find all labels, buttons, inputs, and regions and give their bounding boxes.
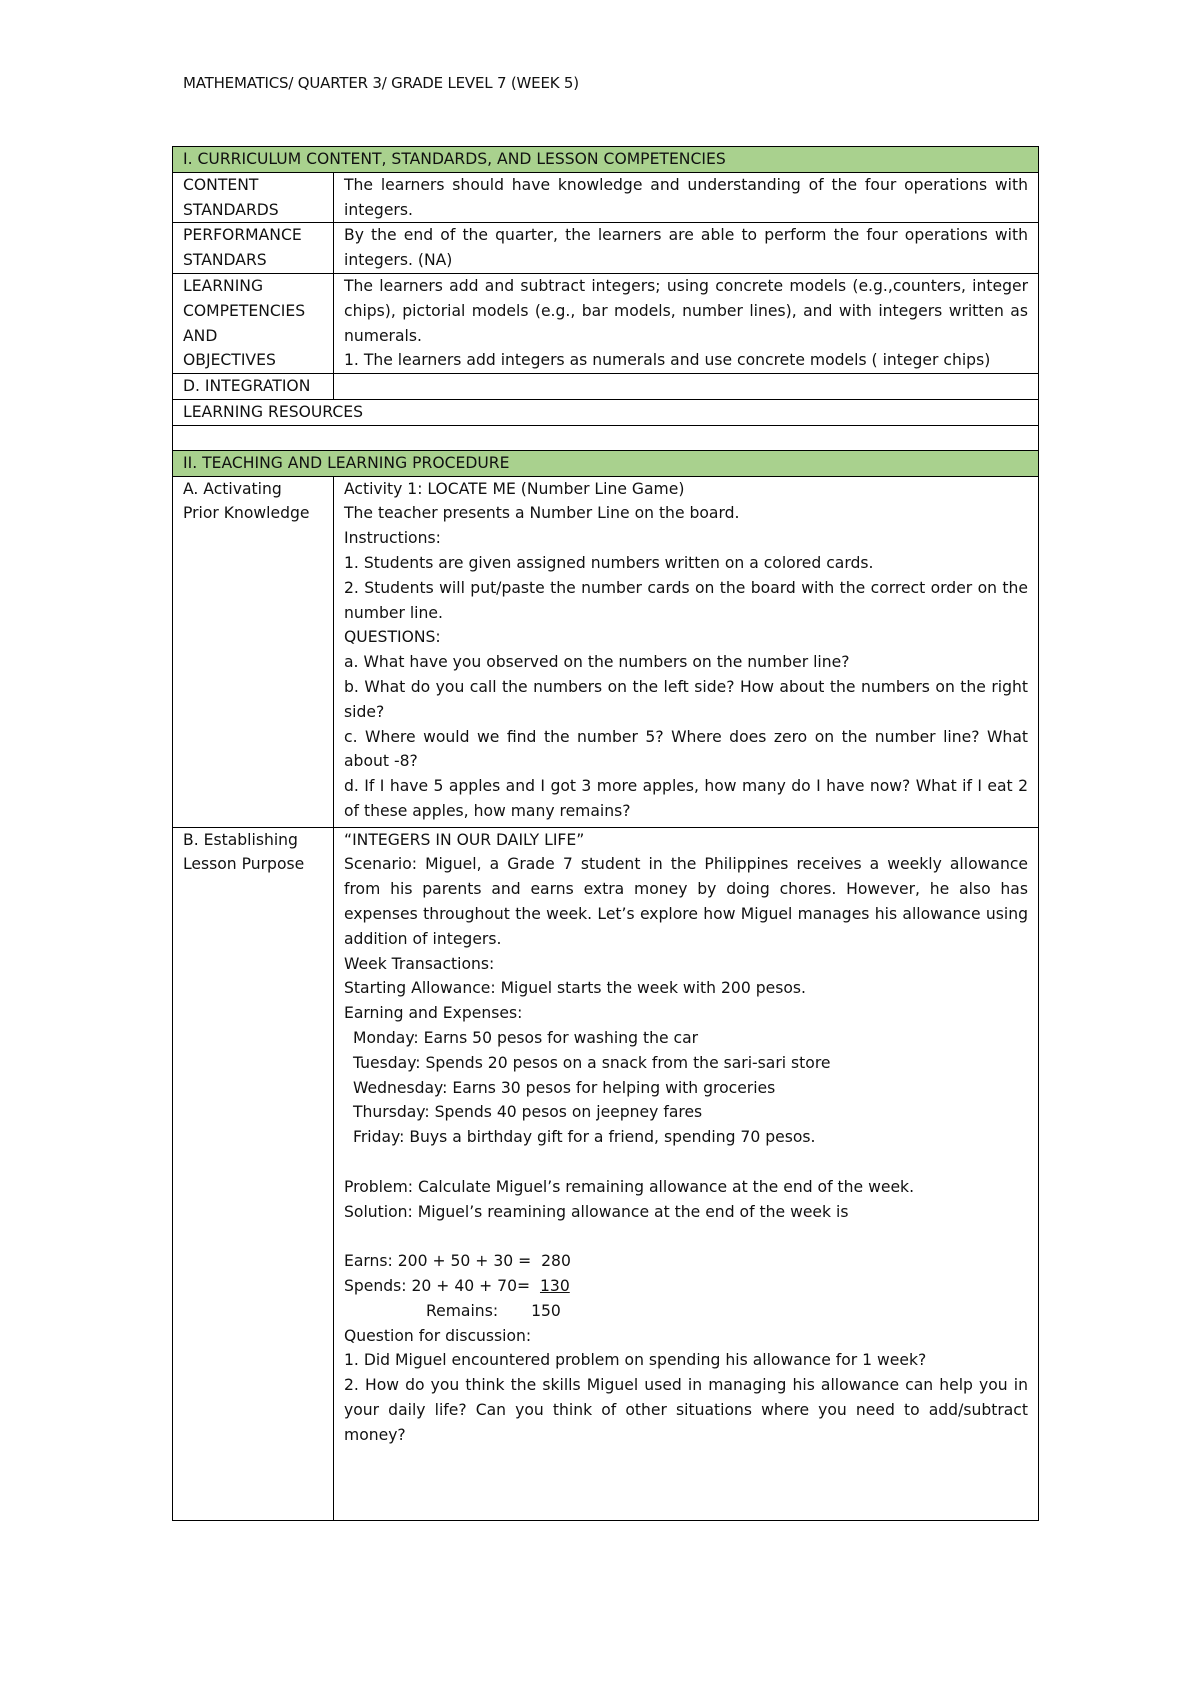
week-transactions: Week Transactions: bbox=[344, 954, 495, 973]
spends-expression: Spends: 20 + 40 + 70= bbox=[344, 1276, 531, 1295]
day-item: Monday: Earns 50 pesos for washing the car bbox=[353, 1028, 699, 1047]
activity-question: d. If I have 5 apples and I got 3 more apples, how many do I have now? What if I eat 2 of these apples, how many remains? bbox=[344, 777, 1028, 820]
activating-label: A. Activating Prior Knowledge bbox=[173, 476, 334, 827]
lesson-plan-table bbox=[172, 146, 1039, 1521]
blank-line bbox=[344, 1150, 1028, 1175]
discussion-question: 1. Did Miguel encountered problem on spending his allowance for 1 week? bbox=[344, 1351, 927, 1370]
activating-content bbox=[334, 476, 1039, 827]
activity-line: Instructions: bbox=[344, 529, 441, 548]
activity-line: 1. Students are given assigned numbers written on a colored cards. bbox=[344, 553, 874, 572]
integration-label: D. INTEGRATION bbox=[173, 374, 334, 400]
scenario-text: Scenario: Miguel, a Grade 7 student in the Philippines receives a weekly allowance from his parents and earns extra money by doing chores. However, he also has expenses throughout the week. Let’s explore how Miguel manages his allowance using addition of integers. bbox=[344, 855, 1028, 948]
activity-question: b. What do you call the numbers on the left side? How about the numbers on the right side? bbox=[344, 677, 1028, 721]
activating-row bbox=[173, 476, 1039, 827]
content-standards-row bbox=[173, 172, 1039, 223]
establishing-label: B. Establishing Lesson Purpose bbox=[173, 827, 334, 1520]
remains-line bbox=[344, 1299, 1028, 1324]
performance-standards-row bbox=[173, 223, 1039, 274]
problem-text: Problem: Calculate Miguel’s remaining allowance at the end of the week. bbox=[344, 1177, 915, 1196]
section2-heading-row bbox=[173, 450, 1039, 476]
integration-value bbox=[334, 374, 1039, 400]
establishing-content bbox=[334, 827, 1039, 1520]
section2-heading: II. TEACHING AND LEARNING PROCEDURE bbox=[173, 450, 1039, 476]
competencies-row bbox=[173, 273, 1039, 373]
day-item: Friday: Buys a birthday gift for a friend, spending 70 pesos. bbox=[353, 1128, 816, 1147]
resources-label: LEARNING RESOURCES bbox=[173, 399, 1039, 425]
activity-line: 2. Students will put/paste the number cards on the board with the correct order on the number line. bbox=[344, 578, 1028, 622]
section1-heading-row bbox=[173, 147, 1039, 173]
earns-value: 280 bbox=[541, 1252, 571, 1271]
competencies-text: The learners add and subtract integers; using concrete models (e.g.,counters, integer chips), pictorial models (e.g., bar models, number lines), and with integers written as numerals. 1. The learners add integers as numerals and use concrete models ( integer chips) bbox=[334, 273, 1039, 373]
activity-question: c. Where would we find the number 5? Where does zero on the number line? What about -8? bbox=[344, 727, 1028, 771]
performance-standards-label: PERFORMANCE STANDARS bbox=[173, 223, 334, 274]
content-standards-text: The learners should have knowledge and understanding of the four operations with integers. bbox=[334, 172, 1039, 223]
discussion-question: 2. How do you think the skills Miguel used in managing his allowance can help you in your daily life? Can you think of other situations where you need to add/subtract money? bbox=[344, 1376, 1028, 1444]
competencies-label: LEARNING COMPETENCIES AND OBJECTIVES bbox=[173, 273, 334, 373]
content-standards-label: CONTENT STANDARDS bbox=[173, 172, 334, 223]
blank-line bbox=[344, 1224, 1028, 1249]
earning-expenses: Earning and Expenses: bbox=[344, 1004, 523, 1023]
activity-line: The teacher presents a Number Line on the board. bbox=[344, 504, 740, 523]
section1-heading: I. CURRICULUM CONTENT, STANDARDS, AND LESSON COMPETENCIES bbox=[173, 147, 1039, 173]
activity-title: Activity 1: LOCATE ME (Number Line Game) bbox=[344, 479, 685, 498]
day-item: Thursday: Spends 40 pesos on jeepney fares bbox=[353, 1103, 703, 1122]
spends-line bbox=[344, 1274, 1028, 1299]
day-item: Wednesday: Earns 30 pesos for helping with groceries bbox=[353, 1078, 776, 1097]
integration-row bbox=[173, 374, 1039, 400]
resources-row bbox=[173, 399, 1039, 425]
remains-label: Remains: bbox=[426, 1301, 499, 1320]
performance-standards-text: By the end of the quarter, the learners are able to perform the four operations with integers. (NA) bbox=[334, 223, 1039, 274]
spacer-cell bbox=[173, 425, 1039, 450]
solution-text: Solution: Miguel’s reamining allowance at the end of the week is bbox=[344, 1202, 849, 1221]
establishing-row bbox=[173, 827, 1039, 1520]
remains-value: 150 bbox=[531, 1301, 561, 1320]
day-item: Tuesday: Spends 20 pesos on a snack from the sari-sari store bbox=[353, 1053, 831, 1072]
spacer-row bbox=[173, 425, 1039, 450]
question-heading: Question for discussion: bbox=[344, 1326, 532, 1345]
page-header: MATHEMATICS/ QUARTER 3/ GRADE LEVEL 7 (WEEK 5) bbox=[183, 74, 579, 92]
earns-expression: Earns: 200 + 50 + 30 = bbox=[344, 1252, 532, 1271]
activity-line: QUESTIONS: bbox=[344, 628, 441, 647]
establishing-title: “INTEGERS IN OUR DAILY LIFE” bbox=[344, 830, 585, 849]
activity-question: a. What have you observed on the numbers on the number line? bbox=[344, 653, 850, 672]
spends-value: 130 bbox=[539, 1276, 570, 1295]
starting-allowance: Starting Allowance: Miguel starts the week with 200 pesos. bbox=[344, 979, 806, 998]
earns-line bbox=[344, 1249, 1028, 1274]
